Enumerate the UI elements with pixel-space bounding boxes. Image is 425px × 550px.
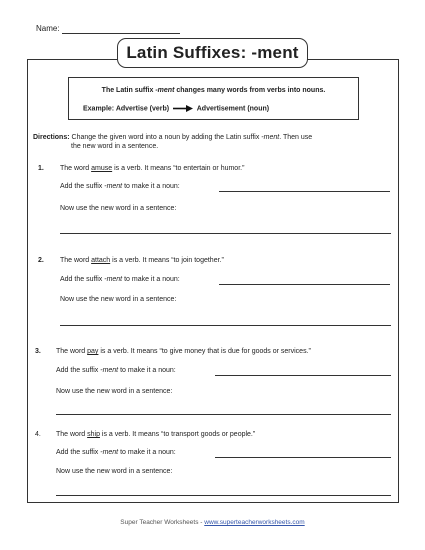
question-number: 2. [38,257,44,264]
add-suffix-prompt [60,276,180,283]
noun-answer-line[interactable] [219,284,390,285]
info-example [83,105,269,112]
add-pre: Add the suffix [60,276,105,283]
footer-separator: - [198,519,205,526]
sentence-answer-line[interactable] [60,325,391,326]
sentence-answer-line[interactable] [60,233,391,234]
add-suffix-prompt [60,183,180,190]
directions-line2: the new word in a sentence. [71,143,159,150]
info-text-pre: The Latin suffix [101,87,156,94]
question-word: attach [91,257,111,264]
directions-label: Directions: [33,134,70,141]
question-text [56,431,255,438]
add-pre: Add the suffix [56,367,101,374]
add-post: to make it a noun: [122,183,180,190]
add-post: to make it a noun: [118,449,176,456]
sentence-answer-line[interactable] [56,495,391,496]
sentence-answer-line[interactable] [56,414,391,415]
footer [0,519,425,526]
add-post: to make it a noun: [122,276,180,283]
sentence-prompt: Now use the new word in a sentence: [60,205,177,212]
question-pre: The word [56,431,88,438]
footer-link[interactable]: www.superteacherworksheets.com [204,519,305,526]
question-pre: The word [60,257,92,264]
add-suffix-prompt [56,449,176,456]
directions-suffix: -ment [261,134,280,141]
question-number: 3. [35,348,41,355]
sentence-prompt: Now use the new word in a sentence: [60,296,177,303]
footer-brand: Super Teacher Worksheets [120,519,199,526]
add-pre: Add the suffix [56,449,101,456]
add-suffix: -ment [100,367,119,374]
example-noun: Advertisement (noun) [196,105,270,113]
question-pre: The word [60,165,92,172]
info-box [68,77,359,120]
sentence-prompt: Now use the new word in a sentence: [56,468,173,475]
info-text-post: changes many words from verbs into nouns. [174,87,326,94]
question-post: is a verb. It means “to transport goods or people.” [99,431,256,438]
info-suffix: -ment [155,87,175,94]
question-word: amuse [91,165,113,172]
info-description [69,87,358,94]
add-suffix: -ment [104,183,123,190]
directions-text-pre: Change the given word into a noun by adding the Latin suffix [69,134,262,141]
noun-answer-line[interactable] [219,191,390,192]
question-post: is a verb. It means “to entertain or humor.” [112,165,245,172]
question-pre: The word [56,348,88,355]
question-word: pay [87,348,99,355]
question-post: is a verb. It means “to give money that is due for goods or services.” [98,348,311,355]
question-text [60,257,224,264]
name-line [62,33,180,34]
question-number: 4. [35,431,41,438]
question-text [60,165,244,172]
question-post: is a verb. It means “to join together.” [110,257,224,264]
add-suffix: -ment [104,276,123,283]
worksheet-title: Latin Suffixes: -ment [117,38,308,68]
noun-answer-line[interactable] [215,375,391,376]
directions-text-post: . Then use [279,134,313,141]
directions [33,132,393,143]
add-suffix-prompt [56,367,176,374]
question-word: ship [87,431,100,438]
add-pre: Add the suffix [60,183,105,190]
question-number: 1. [38,165,44,172]
name-label: Name: [36,24,60,33]
right-arrow-icon [173,105,193,112]
example-label: Example: [83,105,115,113]
noun-answer-line[interactable] [215,457,391,458]
example-verb: Advertise (verb) [115,105,170,113]
add-post: to make it a noun: [118,367,176,374]
question-text [56,348,311,355]
sentence-prompt: Now use the new word in a sentence: [56,388,173,395]
add-suffix: -ment [100,449,119,456]
